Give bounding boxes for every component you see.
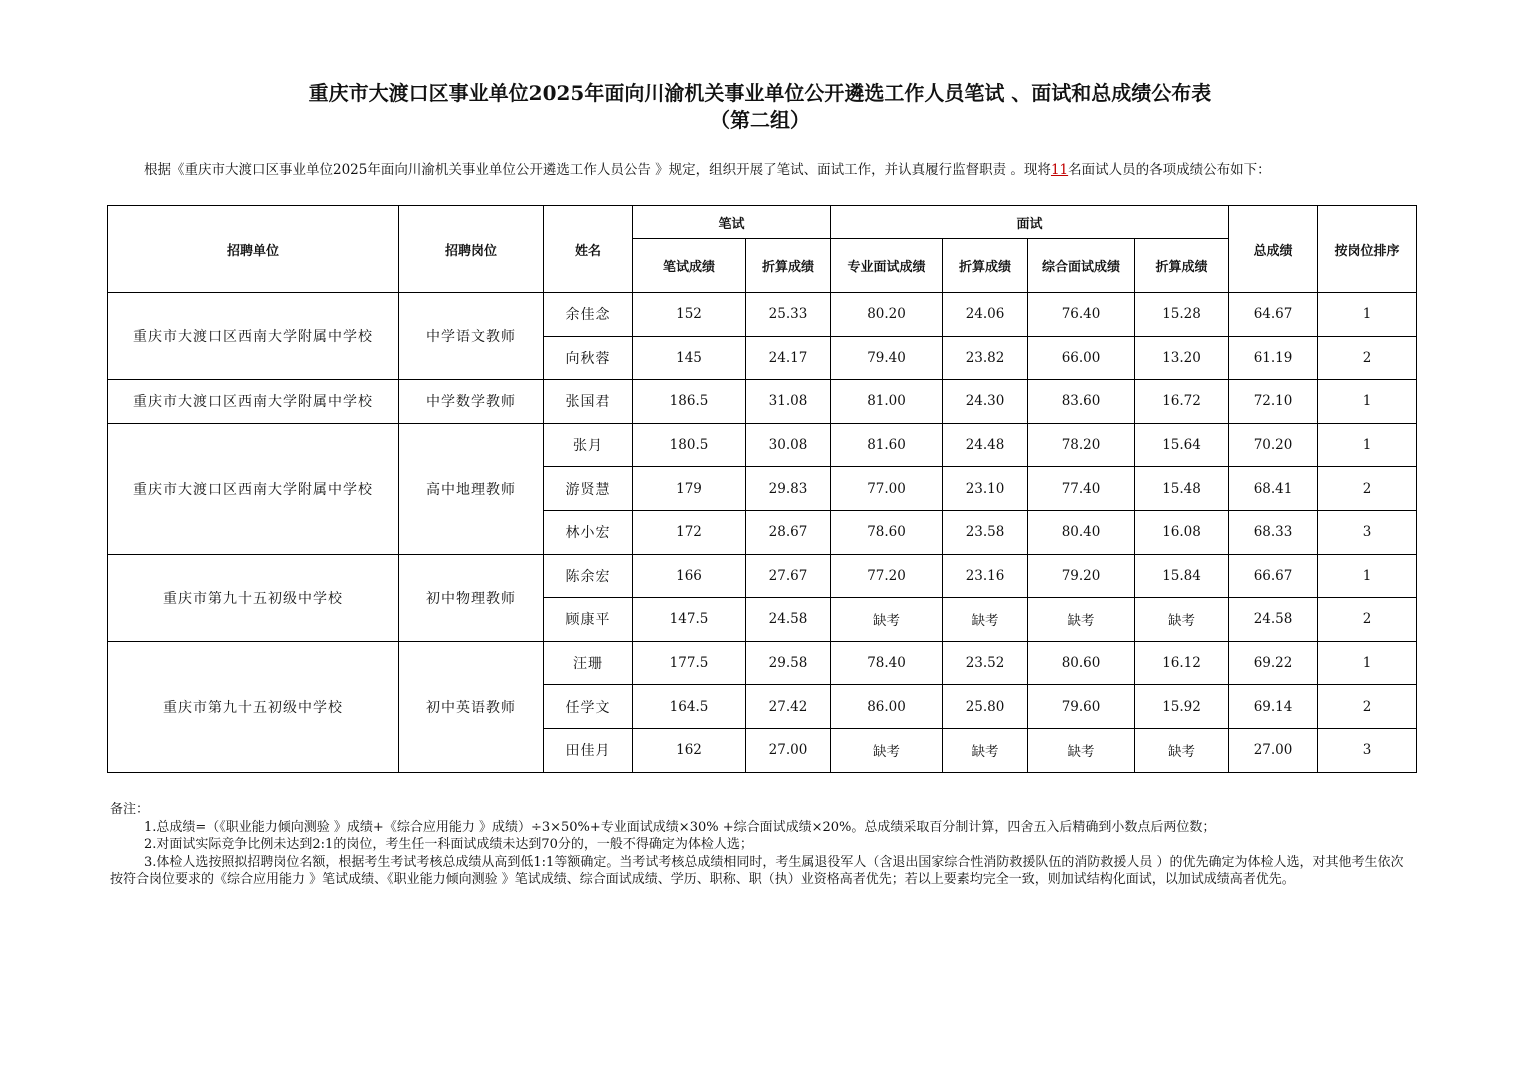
comp-conv-cell: 15.28 bbox=[1135, 293, 1229, 337]
table-row bbox=[108, 423, 1417, 467]
note-item: 1.总成绩=（《职业能力倾向测验 》成绩+《综合应用能力 》成绩）÷3×50%+专业面试成绩×30% +综合面试成绩×20%。总成绩采取百分制计算，四舍五入后精确到小数点后两位数； bbox=[144, 819, 1216, 835]
header-pro-conv: 折算成绩 bbox=[943, 239, 1028, 293]
rank-cell: 1 bbox=[1318, 641, 1417, 685]
rank-cell: 1 bbox=[1318, 293, 1417, 337]
pro-conv-cell: 24.48 bbox=[943, 423, 1028, 467]
total-score-cell: 61.19 bbox=[1229, 336, 1318, 380]
pro-interview-cell: 80.20 bbox=[831, 293, 943, 337]
header-rank: 按岗位排序 bbox=[1318, 206, 1417, 293]
name-cell: 游贤慧 bbox=[544, 467, 633, 511]
post-cell: 初中英语教师 bbox=[399, 641, 544, 772]
comp-interview-cell: 80.60 bbox=[1028, 641, 1135, 685]
table-row bbox=[108, 380, 1417, 424]
name-cell: 林小宏 bbox=[544, 510, 633, 554]
pro-interview-cell: 81.60 bbox=[831, 423, 943, 467]
name-cell: 顾康平 bbox=[544, 598, 633, 642]
name-cell: 张月 bbox=[544, 423, 633, 467]
comp-conv-cell: 13.20 bbox=[1135, 336, 1229, 380]
post-cell: 高中地理教师 bbox=[399, 423, 544, 554]
note-item: 2.对面试实际竞争比例未达到2:1的岗位，考生任一科面试成绩未达到70分的，一般不得确定为体检人选； bbox=[144, 837, 753, 852]
written-conv-cell: 25.33 bbox=[746, 293, 831, 337]
post-cell: 初中物理教师 bbox=[399, 554, 544, 641]
note-item: 3.体检人选按照拟招聘岗位名额，根据考生考试考核总成绩从高到低1:1等额确定。当考试考核总成绩相同时，考生属退役军人（含退出国家综合性消防救援队伍的消防救援人员 ）的优先确定为体检人选，对其他考生依次按符合岗位要求的《综合应用能力 》笔试成绩、《职业能力倾向测验 》笔试成绩、综合面试成绩、学历、职称、职（执）业资格高者优先；若以上要素均完全一致，则加试结构化面试，以加试成绩高者优先。 bbox=[110, 854, 1404, 887]
written-conv-cell: 28.67 bbox=[746, 510, 831, 554]
comp-conv-cell: 16.08 bbox=[1135, 510, 1229, 554]
score-table bbox=[107, 205, 1417, 773]
comp-interview-cell: 66.00 bbox=[1028, 336, 1135, 380]
pro-conv-cell: 23.58 bbox=[943, 510, 1028, 554]
name-cell: 向秋蓉 bbox=[544, 336, 633, 380]
unit-cell: 重庆市第九十五初级中学校 bbox=[108, 554, 399, 641]
written-score-cell: 164.5 bbox=[633, 685, 746, 729]
name-cell: 汪珊 bbox=[544, 641, 633, 685]
written-score-cell: 147.5 bbox=[633, 598, 746, 642]
notes-label: 备注： bbox=[110, 802, 150, 817]
pro-interview-cell: 缺考 bbox=[831, 728, 943, 772]
total-score-cell: 72.10 bbox=[1229, 380, 1318, 424]
pro-interview-cell: 86.00 bbox=[831, 685, 943, 729]
written-score-cell: 180.5 bbox=[633, 423, 746, 467]
total-score-cell: 69.22 bbox=[1229, 641, 1318, 685]
header-written-group: 笔试 bbox=[633, 206, 831, 239]
table-row bbox=[108, 641, 1417, 685]
name-cell: 余佳念 bbox=[544, 293, 633, 337]
pro-interview-cell: 79.40 bbox=[831, 336, 943, 380]
header-written-score: 笔试成绩 bbox=[633, 239, 746, 293]
comp-conv-cell: 16.12 bbox=[1135, 641, 1229, 685]
pro-conv-cell: 23.10 bbox=[943, 467, 1028, 511]
pro-interview-cell: 78.60 bbox=[831, 510, 943, 554]
notes-section bbox=[110, 801, 1410, 889]
header-written-conv: 折算成绩 bbox=[746, 239, 831, 293]
comp-conv-cell: 15.84 bbox=[1135, 554, 1229, 598]
total-score-cell: 27.00 bbox=[1229, 728, 1318, 772]
comp-conv-cell: 缺考 bbox=[1135, 728, 1229, 772]
header-comp-conv: 折算成绩 bbox=[1135, 239, 1229, 293]
intro-paragraph bbox=[110, 160, 1410, 180]
pro-conv-cell: 24.30 bbox=[943, 380, 1028, 424]
written-score-cell: 172 bbox=[633, 510, 746, 554]
header-unit: 招聘单位 bbox=[108, 206, 399, 293]
rank-cell: 3 bbox=[1318, 728, 1417, 772]
unit-cell: 重庆市大渡口区西南大学附属中学校 bbox=[108, 293, 399, 380]
pro-conv-cell: 23.82 bbox=[943, 336, 1028, 380]
comp-interview-cell: 79.60 bbox=[1028, 685, 1135, 729]
comp-conv-cell: 缺考 bbox=[1135, 598, 1229, 642]
post-cell: 中学数学教师 bbox=[399, 380, 544, 424]
rank-cell: 1 bbox=[1318, 554, 1417, 598]
written-score-cell: 152 bbox=[633, 293, 746, 337]
pro-interview-cell: 缺考 bbox=[831, 598, 943, 642]
comp-interview-cell: 缺考 bbox=[1028, 728, 1135, 772]
written-score-cell: 186.5 bbox=[633, 380, 746, 424]
rank-cell: 2 bbox=[1318, 598, 1417, 642]
rank-cell: 2 bbox=[1318, 685, 1417, 729]
written-conv-cell: 30.08 bbox=[746, 423, 831, 467]
comp-interview-cell: 79.20 bbox=[1028, 554, 1135, 598]
total-score-cell: 24.58 bbox=[1229, 598, 1318, 642]
header-interview-group: 面试 bbox=[831, 206, 1229, 239]
comp-conv-cell: 16.72 bbox=[1135, 380, 1229, 424]
unit-cell: 重庆市大渡口区西南大学附属中学校 bbox=[108, 423, 399, 554]
name-cell: 陈余宏 bbox=[544, 554, 633, 598]
written-conv-cell: 27.00 bbox=[746, 728, 831, 772]
table-row bbox=[108, 293, 1417, 337]
pro-conv-cell: 缺考 bbox=[943, 598, 1028, 642]
header-name: 姓名 bbox=[544, 206, 633, 293]
intro-text-before: 根据《重庆市大渡口区事业单位2025年面向川渝机关事业单位公开遴选工作人员公告 》规定，组织开展了笔试、面试工作，并认真履行监督职责 。现将 bbox=[144, 162, 1051, 178]
pro-conv-cell: 缺考 bbox=[943, 728, 1028, 772]
rank-cell: 1 bbox=[1318, 423, 1417, 467]
comp-conv-cell: 15.64 bbox=[1135, 423, 1229, 467]
interviewee-count: 11 bbox=[1050, 162, 1069, 178]
name-cell: 任学文 bbox=[544, 685, 633, 729]
unit-cell: 重庆市第九十五初级中学校 bbox=[108, 641, 399, 772]
written-score-cell: 177.5 bbox=[633, 641, 746, 685]
total-score-cell: 64.67 bbox=[1229, 293, 1318, 337]
table-row bbox=[108, 554, 1417, 598]
written-conv-cell: 29.83 bbox=[746, 467, 831, 511]
pro-interview-cell: 77.20 bbox=[831, 554, 943, 598]
total-score-cell: 70.20 bbox=[1229, 423, 1318, 467]
written-conv-cell: 24.17 bbox=[746, 336, 831, 380]
post-cell: 中学语文教师 bbox=[399, 293, 544, 380]
header-post: 招聘岗位 bbox=[399, 206, 544, 293]
total-score-cell: 69.14 bbox=[1229, 685, 1318, 729]
rank-cell: 3 bbox=[1318, 510, 1417, 554]
name-cell: 张国君 bbox=[544, 380, 633, 424]
header-total: 总成绩 bbox=[1229, 206, 1318, 293]
rank-cell: 2 bbox=[1318, 336, 1417, 380]
pro-conv-cell: 24.06 bbox=[943, 293, 1028, 337]
rank-cell: 1 bbox=[1318, 380, 1417, 424]
comp-interview-cell: 78.20 bbox=[1028, 423, 1135, 467]
intro-text-after: 名面试人员的各项成绩公布如下： bbox=[1068, 162, 1271, 178]
comp-interview-cell: 缺考 bbox=[1028, 598, 1135, 642]
header-comp-interview: 综合面试成绩 bbox=[1028, 239, 1135, 293]
page-title: 重庆市大渡口区事业单位2025年面向川渝机关事业单位公开遴选工作人员笔试 、面试和总成绩公布表 bbox=[308, 81, 1212, 105]
comp-interview-cell: 80.40 bbox=[1028, 510, 1135, 554]
written-conv-cell: 29.58 bbox=[746, 641, 831, 685]
written-score-cell: 145 bbox=[633, 336, 746, 380]
rank-cell: 2 bbox=[1318, 467, 1417, 511]
pro-interview-cell: 78.40 bbox=[831, 641, 943, 685]
total-score-cell: 66.67 bbox=[1229, 554, 1318, 598]
written-conv-cell: 24.58 bbox=[746, 598, 831, 642]
written-conv-cell: 31.08 bbox=[746, 380, 831, 424]
comp-interview-cell: 76.40 bbox=[1028, 293, 1135, 337]
comp-interview-cell: 77.40 bbox=[1028, 467, 1135, 511]
header-pro-interview: 专业面试成绩 bbox=[831, 239, 943, 293]
pro-conv-cell: 23.52 bbox=[943, 641, 1028, 685]
name-cell: 田佳月 bbox=[544, 728, 633, 772]
unit-cell: 重庆市大渡口区西南大学附属中学校 bbox=[108, 380, 399, 424]
comp-conv-cell: 15.92 bbox=[1135, 685, 1229, 729]
score-table-body bbox=[108, 293, 1417, 773]
written-score-cell: 166 bbox=[633, 554, 746, 598]
written-score-cell: 179 bbox=[633, 467, 746, 511]
pro-conv-cell: 25.80 bbox=[943, 685, 1028, 729]
pro-interview-cell: 77.00 bbox=[831, 467, 943, 511]
written-conv-cell: 27.67 bbox=[746, 554, 831, 598]
written-score-cell: 162 bbox=[633, 728, 746, 772]
page-subtitle: （第二组） bbox=[710, 108, 810, 132]
total-score-cell: 68.41 bbox=[1229, 467, 1318, 511]
pro-interview-cell: 81.00 bbox=[831, 380, 943, 424]
written-conv-cell: 27.42 bbox=[746, 685, 831, 729]
comp-conv-cell: 15.48 bbox=[1135, 467, 1229, 511]
comp-interview-cell: 83.60 bbox=[1028, 380, 1135, 424]
total-score-cell: 68.33 bbox=[1229, 510, 1318, 554]
pro-conv-cell: 23.16 bbox=[943, 554, 1028, 598]
